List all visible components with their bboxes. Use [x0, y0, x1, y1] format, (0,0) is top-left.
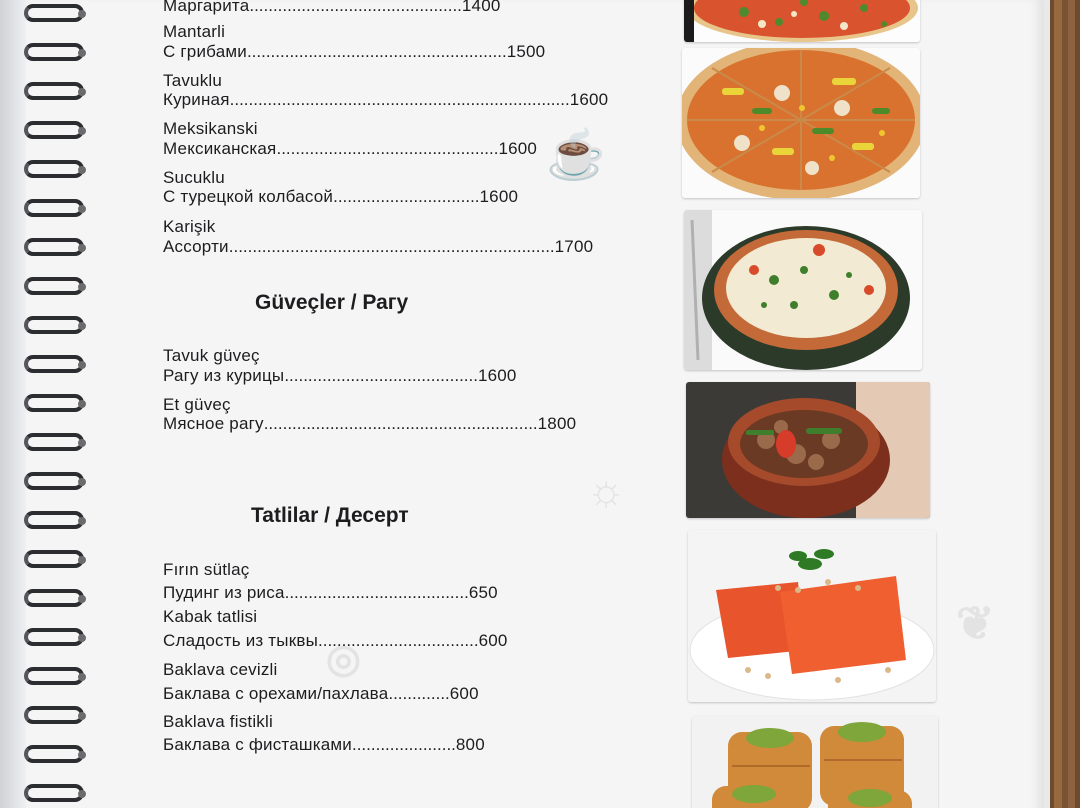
menu-item-name-ru: С турецкой колбасой...............................1600: [163, 187, 519, 206]
photo-pizza-chicken: [682, 48, 920, 198]
menu-item-name-tr: Kabak tatlisi: [163, 607, 258, 626]
menu-item-price: 1400: [461, 0, 501, 15]
menu-item-name-ru: Мясное рагу..........................................................1800: [163, 414, 577, 433]
photo-pumpkin-dessert: [688, 530, 936, 702]
doodle-decoration: ❦: [956, 597, 995, 649]
menu-item-name-tr: Et güveç: [163, 395, 231, 414]
menu-item-name-tr: Sucuklu: [163, 168, 225, 187]
photo-chicken-stew: [684, 210, 922, 370]
doodle-decoration: ☼: [586, 466, 627, 515]
menu-item-price: 650: [468, 583, 498, 602]
menu-item-name-ru: Рагу из курицы.........................................1600: [163, 366, 517, 385]
menu-item-price: 1800: [537, 414, 577, 433]
menu-item-price: 800: [455, 735, 485, 754]
menu-item-name-ru: Куриная........................................................................1600: [163, 90, 609, 109]
menu-item-name-tr: Baklava cevizli: [163, 660, 278, 679]
doodle-decoration: ☕: [546, 129, 606, 182]
menu-item-price: 1600: [498, 139, 538, 158]
menu-item-name-ru: Ассорти.....................................................................1700: [163, 237, 594, 256]
menu-item-price: 1600: [569, 90, 609, 109]
menu-item-price: 1600: [477, 366, 517, 385]
menu-item-price: 1700: [554, 237, 594, 256]
photo-baklava: [692, 716, 938, 808]
menu-item-name-ru: С грибами.......................................................1500: [163, 42, 546, 61]
menu-item-name-tr: Fırın sütlaç: [163, 560, 250, 579]
menu-item-name-ru: Баклава с фисташками......................800: [163, 735, 485, 754]
section-heading-stews: Güveçler / Рагу: [255, 291, 409, 314]
menu-item-price: 600: [478, 631, 508, 650]
menu-item-name-ru: Мексиканская...............................................1600: [163, 139, 538, 158]
menu-item-name-tr: Baklava fistikli: [163, 712, 273, 731]
menu-item-name-ru: Сладость из тыквы..................................600: [163, 631, 508, 650]
menu-item-name-ru: Маргарита.............................................1400: [163, 0, 501, 16]
menu-item-name-tr: Meksikanski: [163, 119, 258, 138]
menu-item-name-tr: Mantarli: [163, 22, 226, 41]
menu-item-name-tr: Tavuklu: [163, 71, 223, 90]
menu-item-price: 1600: [479, 187, 519, 206]
menu-item-price: 600: [449, 684, 479, 703]
menu-item-name-tr: Tavuk güveç: [163, 346, 260, 365]
menu-item-name-ru: Пудинг из риса.......................................650: [163, 583, 498, 602]
menu-item-name-tr: Karişik: [163, 217, 216, 236]
menu-item-name-ru: Баклава с орехами/пахлава.............600: [163, 684, 479, 703]
menu-item-price: 1500: [506, 42, 546, 61]
photo-meat-stew: [686, 382, 930, 518]
doodle-decoration: ◎: [326, 637, 361, 681]
photo-pizza-margherita: [684, 0, 920, 42]
section-heading-desserts: Tatlilar / Десерт: [251, 504, 409, 527]
